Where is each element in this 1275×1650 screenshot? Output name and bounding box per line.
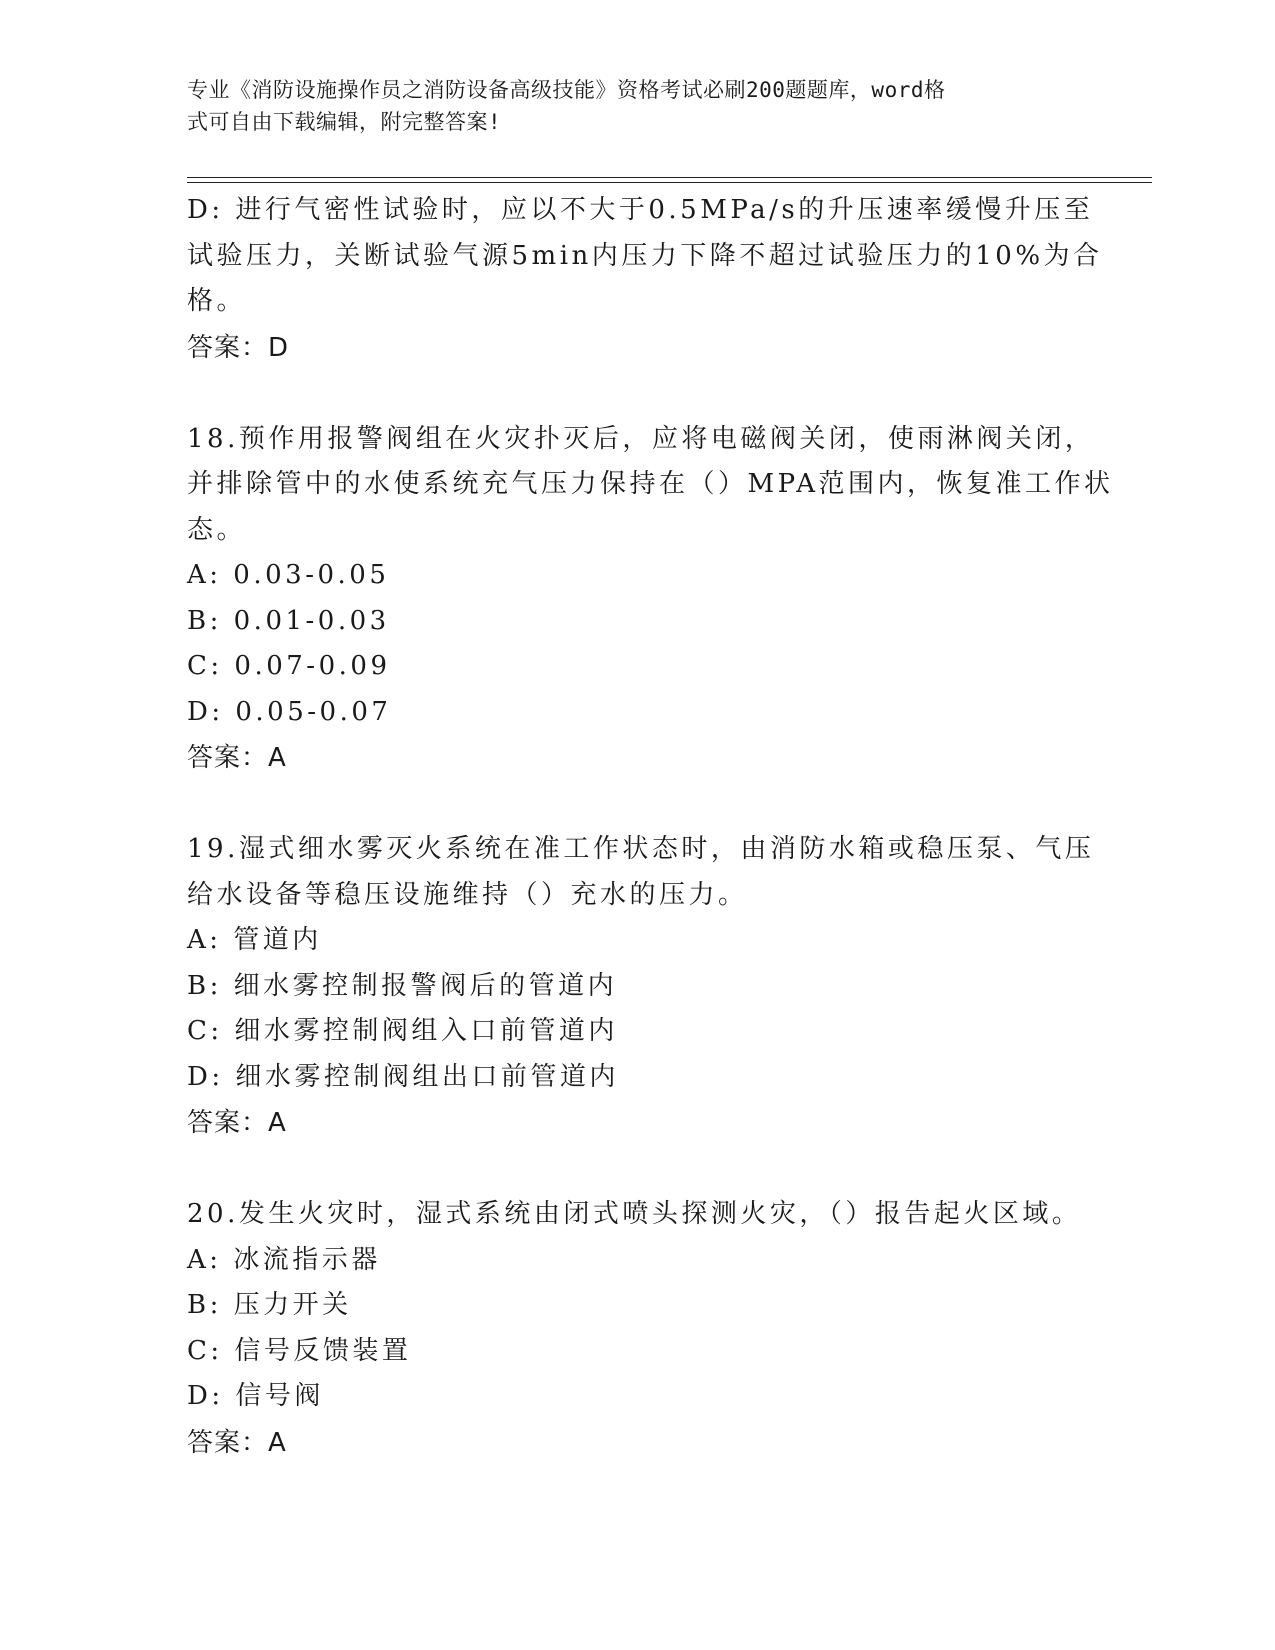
question-stem-line: 18.预作用报警阀组在火灾扑灭后，应将电磁阀关闭，使雨淋阀关闭，	[187, 423, 1095, 454]
option-b: B: 压力开关	[187, 1290, 352, 1320]
option-d: D: 信号阀	[187, 1381, 324, 1411]
option-d: D: 0.05-0.07	[187, 696, 392, 727]
header-line: 专业《消防设施操作员之消防设备高级技能》资格考试必刷200题题库，word格	[187, 78, 946, 102]
question-stem-line: 并排除管中的水使系统充气压力保持在（）MPA范围内，恢复准工作状	[187, 469, 1114, 499]
question-stem-line: 19.湿式细水雾灭火系统在准工作状态时，由消防水箱或稳压泵、气压	[187, 834, 1095, 864]
question-20	[187, 1192, 1087, 1466]
answer-line: 答案：D	[187, 332, 290, 363]
option-c: C: 0.07-0.09	[187, 651, 391, 681]
option-c: C: 细水雾控制阀组入口前管道内	[187, 1016, 618, 1046]
question-stem-line: 给水设备等稳压设施维持（）充水的压力。	[187, 879, 748, 910]
answer-line: 答案：A	[187, 1108, 287, 1138]
option-line: 格。	[187, 286, 247, 316]
spacer	[187, 371, 1087, 417]
question-stem-line: 20.发生火灾时，湿式系统由闭式喷头探测火灾，（）报告起火区域。	[187, 1199, 1082, 1229]
header-divider	[187, 182, 1152, 183]
header-line: 式可自由下载编辑，附完整答案!	[187, 110, 502, 134]
option-c: C: 信号反馈装置	[187, 1335, 412, 1366]
option-d: D: 细水雾控制阀组出口前管道内	[187, 1061, 619, 1092]
header-divider	[187, 177, 1152, 178]
question-18	[187, 417, 1114, 782]
spacer	[187, 1146, 1087, 1192]
option-line: D: 进行气密性试验时，应以不大于0.5MPa/s的升压速率缓慢升压至	[187, 195, 1094, 225]
option-b: B: 0.01-0.03	[187, 605, 390, 636]
spacer	[187, 781, 1087, 827]
document-header	[187, 74, 1067, 138]
option-line: 试验压力，关断试验气源5min内压力下降不超过试验压力的10%为合	[187, 240, 1103, 271]
option-a: A: 冰流指示器	[187, 1244, 381, 1275]
question-content	[187, 188, 1114, 1466]
option-b: B: 细水雾控制报警阀后的管道内	[187, 970, 618, 1001]
previous-question-tail	[187, 188, 1103, 371]
answer-line: 答案：A	[187, 1427, 287, 1458]
question-19	[187, 827, 1095, 1146]
question-stem-line: 态。	[187, 514, 247, 545]
option-a: A: 管道内	[187, 925, 322, 955]
answer-line: 答案：A	[187, 743, 287, 773]
option-a: A: 0.03-0.05	[187, 560, 390, 590]
